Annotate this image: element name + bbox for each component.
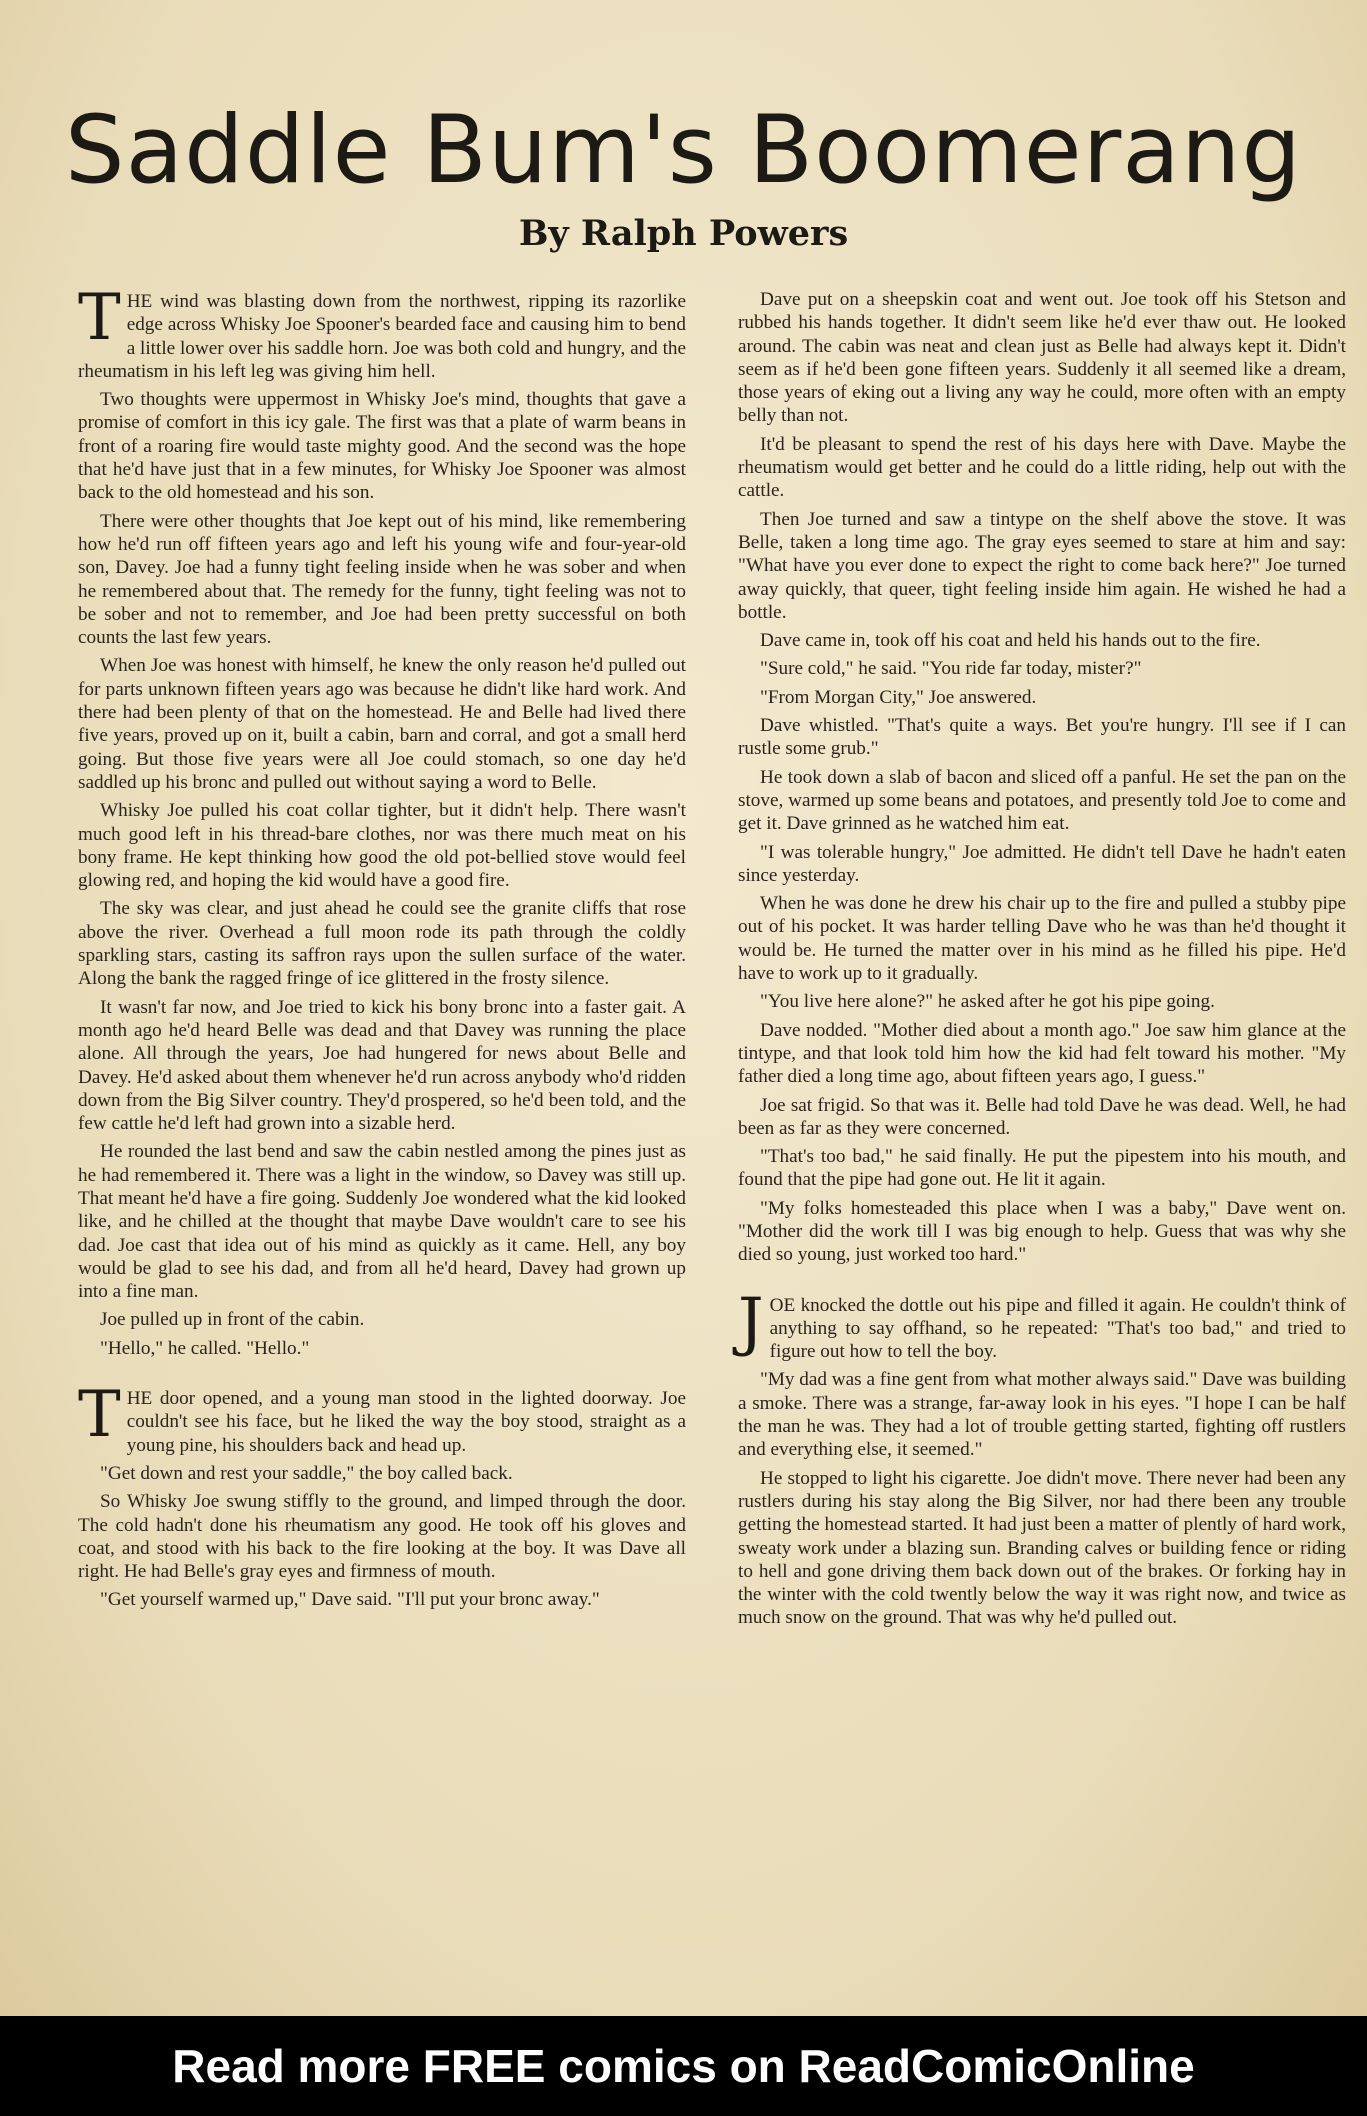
drop-cap: J — [738, 1284, 764, 1359]
drop-cap: T — [78, 1378, 121, 1453]
paragraph — [78, 654, 686, 794]
paragraph — [78, 1490, 686, 1583]
paragraph-text: When he was done he drew his chair up to the fire and pulled a stubby pipe out of his pocket. It was harder telling Dave who he was than he'd thought it would be. He turned the matter over in his mind as he filled his pipe. He'd have to work up to it gradually. — [738, 893, 1346, 985]
paragraph — [738, 1284, 1346, 1364]
left-text-column — [78, 281, 687, 1617]
paragraph-text: "Get down and rest your saddle," the boy called back. — [100, 1462, 513, 1484]
story-byline: By Ralph Powers — [518, 213, 849, 254]
paragraph — [78, 1140, 686, 1303]
paragraph — [738, 508, 1346, 624]
story-title: Saddle Bum's Boomerang — [64, 96, 1303, 205]
paragraph — [738, 1145, 1346, 1192]
paragraph-text: It'd be pleasant to spend the rest of his days here with Dave. Maybe the rheumatism would get better and he could do a little riding, help out with the cattle. — [738, 433, 1346, 502]
paragraph — [78, 1378, 686, 1457]
paragraph — [738, 1094, 1346, 1141]
paragraph — [738, 657, 1346, 680]
paragraph-text: He took down a slab of bacon and sliced off a panful. He set the pan on the stove, warmed up some beans and potatoes, and presently told Joe to come and get it. Dave grinned as he watched him eat. — [738, 766, 1346, 835]
paragraph — [738, 629, 1346, 652]
paragraph-text: "You live here alone?" he asked after he got his pipe going. — [760, 991, 1215, 1013]
paragraph-text: "My dad was a fine gent from what mother always said." Dave was building a smoke. There was a strange, far-away look in his eyes. "I hope I can be half the man he was. They had a lot of trouble getting started, fighting off rustlers and everything else, it seemed." — [738, 1369, 1346, 1461]
paragraph — [78, 281, 687, 383]
paragraph-text: The sky was clear, and just ahead he could see the granite cliffs that rose above the river. Overhead a full moon rode its path through the coldly sparkling stars, casting its saffron rays upon the sullen surface of the water. Along the bank the ragged fringe of ice glittered in the frosty silence. — [78, 898, 686, 990]
promo-banner[interactable] — [0, 2016, 1367, 2116]
paragraph-text: "That's too bad," he said finally. He put the pipestem into his mouth, and found that the pipe had gone out. He lit it again. — [738, 1146, 1346, 1191]
paragraph-text: "From Morgan City," Joe answered. — [760, 686, 1037, 708]
paragraph-text: He stopped to light his cigarette. Joe didn't move. There never had been any rustlers during his stay along the Big Silver, nor had there been any trouble getting the homestead started. It had just been a matter of plently of hard work, sweaty work under a blazing sun. Branding calves or building fence or riding to hell and gone driving them back down out of the brakes. Or forking hay in the winter with the cold twently below the way it was right now, and twice as much snow on the ground. That was why he'd pulled out. — [738, 1467, 1346, 1629]
paragraph-text: When Joe was honest with himself, he knew the only reason he'd pulled out for parts unknown fifteen years ago was because he didn't like hard work. And there had been plenty of that on the homestead. He and Belle had lived there five years, proved up on it, built a cabin, barn and corral, and got a small herd going. But those five years were all Joe could stomach, so one day he'd saddled up his bronc and pulled out without saying a word to Belle. — [78, 655, 686, 793]
paragraph — [738, 766, 1346, 836]
paragraph-text: Whisky Joe pulled his coat collar tighter, but it didn't help. There wasn't much good left in his thread-bare clothes, nor was there much meat on his bony frame. He kept thinking how good the old pot-bellied stove would feel glowing red, and hoping the kid would have a good fire. — [78, 800, 686, 892]
paragraph-text: Dave came in, took off his coat and held his hands out to the fire. — [760, 630, 1261, 652]
paragraph-text: Dave whistled. "That's quite a ways. Bet you're hungry. I'll see if I can rustle some grub." — [738, 715, 1346, 760]
paragraph — [78, 388, 686, 504]
drop-cap: T — [78, 281, 121, 355]
paragraph-text: OE knocked the dottle out his pipe and filled it again. He couldn't think of anything to say offhand, so he repeated: "That's too bad," and tried to figure out how to tell the boy. — [769, 1294, 1346, 1363]
paragraph — [738, 433, 1346, 503]
paragraph — [738, 990, 1346, 1013]
paragraph-text: HE wind was blasting down from the northwest, ripping its razorlike edge across Whisky Joe Spooner's bearded face and causing him to bend a little lower over his saddle horn. Joe was both cold and hungry, and the rheumatism in his left leg was giving him hell. — [78, 291, 687, 382]
paragraph — [78, 1462, 686, 1485]
paragraph-text: Dave put on a sheepskin coat and went out. Joe took off his Stetson and rubbed his hands together. It didn't seem like he'd ever thaw out. He looked around. The cabin was neat and clean just as Belle had always kept it. Didn't seem as if he'd been gone fifteen years. Suddenly it all seemed like a dream, those years of eking out a living any way he could, more often with an empty belly than not. — [738, 289, 1346, 427]
paragraph-text: He rounded the last bend and saw the cabin nestled among the pines just as he had remembered it. There was a light in the window, so Davey was still up. That meant he'd have a fire going. Suddenly Joe wondered what the kid looked like, and he chilled at the thought that maybe Dave wouldn't care to see his dad. Joe cast that idea out of his mind as quickly as it came. Hell, any boy would be glad to see his dad, and from all he'd heard, Davey had grown up into a fine man. — [78, 1141, 686, 1303]
paragraph-text: It wasn't far now, and Joe tried to kick his bony bronc into a faster gait. A month ago he'd heard Belle was dead and that Davey was running the place alone. All through the years, Joe had hungered for news about Belle and Davey. He'd asked about them whenever he'd run across anybody who'd ridden down from the Big Silver country. They'd prospered, so he'd been told, and the few cattle he'd left had grown into a sizable herd. — [78, 996, 686, 1135]
paragraph — [738, 1467, 1346, 1630]
paragraph-text: "Get yourself warmed up," Dave said. "I'll put your bronc away." — [100, 1589, 600, 1611]
paragraph-text: HE door opened, and a young man stood in the lighted doorway. Joe couldn't see his face, but he liked the way the boy stood, straight as a young pine, his shoulders back and head up. — [126, 1388, 686, 1456]
paragraph-text: So Whisky Joe swung stiffly to the ground, and limped through the door. The cold hadn't done his rheumatism any good. He took off his gloves and coat, and stood with his back to the fire looking at the boy. It was Dave all right. He had Belle's gray eyes and firmness of mouth. — [78, 1491, 686, 1583]
paragraph — [738, 892, 1346, 985]
paragraph-text: Two thoughts were uppermost in Whisky Joe's mind, thoughts that gave a promise of comfort in this icy gale. The first was that a plate of warm beans in front of a roaring fire would taste mighty good. And the second was the hope that he'd have just that in a few minutes, for Whisky Joe Spooner was almost back to the old homestead and his son. — [78, 389, 686, 504]
paragraph-text: "Sure cold," he said. "You ride far today, mister?" — [760, 658, 1142, 680]
paragraph-text: Joe pulled up in front of the cabin. — [100, 1309, 365, 1331]
right-text-column — [738, 288, 1346, 1635]
paragraph — [78, 1588, 686, 1611]
paragraph-text: "I was tolerable hungry," Joe admitted. He didn't tell Dave he hadn't eaten since yesterday. — [738, 841, 1346, 886]
promo-banner-text[interactable]: Read more FREE comics on ReadComicOnline — [172, 2040, 1195, 2092]
paragraph-text: Joe sat frigid. So that was it. Belle had told Dave he was dead. Well, he had been as far as they were concerned. — [738, 1094, 1346, 1139]
paragraph — [738, 1019, 1346, 1089]
paragraph — [738, 841, 1346, 888]
paragraph-text: "Hello," he called. "Hello." — [100, 1337, 310, 1359]
paragraph — [738, 1197, 1346, 1267]
paragraph-text: "My folks homesteaded this place when I was a baby," Dave went on. "Mother did the work till I was big enough to help. Guess that was why she died so young, just worked too hard." — [738, 1197, 1346, 1266]
paragraph — [78, 897, 686, 990]
paragraph — [78, 510, 686, 650]
paragraph-text: Then Joe turned and saw a tintype on the shelf above the stove. It was Belle, taken a long time ago. The gray eyes seemed to stare at him and say: "What have you ever done to expect the right to come back here?" Joe turned away quickly, that queer, tight feeling inside him again. He wished he had a bottle. — [738, 508, 1346, 623]
paragraph — [738, 714, 1346, 761]
section-break — [78, 1365, 686, 1387]
paragraph-text: Dave nodded. "Mother died about a month ago." Joe saw him glance at the tintype, and that look told him how the kid had felt toward his mother. "My father died a long time ago, about fifteen years ago, I guess." — [738, 1019, 1346, 1088]
paragraph — [78, 1308, 686, 1331]
paragraph — [78, 799, 686, 892]
paragraph-text: There were other thoughts that Joe kept out of his mind, like remembering how he'd run off fifteen years ago and left his young wife and four-year-old son, Davey. Joe had a funny tight feeling inside when he was sober and when he remembered about that. The remedy for the funny, tight feeling was not to be sober and not to remember, and Joe had been pretty successful on both counts the last few years. — [78, 510, 686, 649]
paragraph — [78, 1337, 686, 1360]
paragraph — [738, 1368, 1346, 1461]
paragraph — [738, 288, 1346, 428]
paragraph — [738, 686, 1346, 709]
paragraph — [78, 996, 686, 1136]
section-break — [738, 1272, 1346, 1294]
